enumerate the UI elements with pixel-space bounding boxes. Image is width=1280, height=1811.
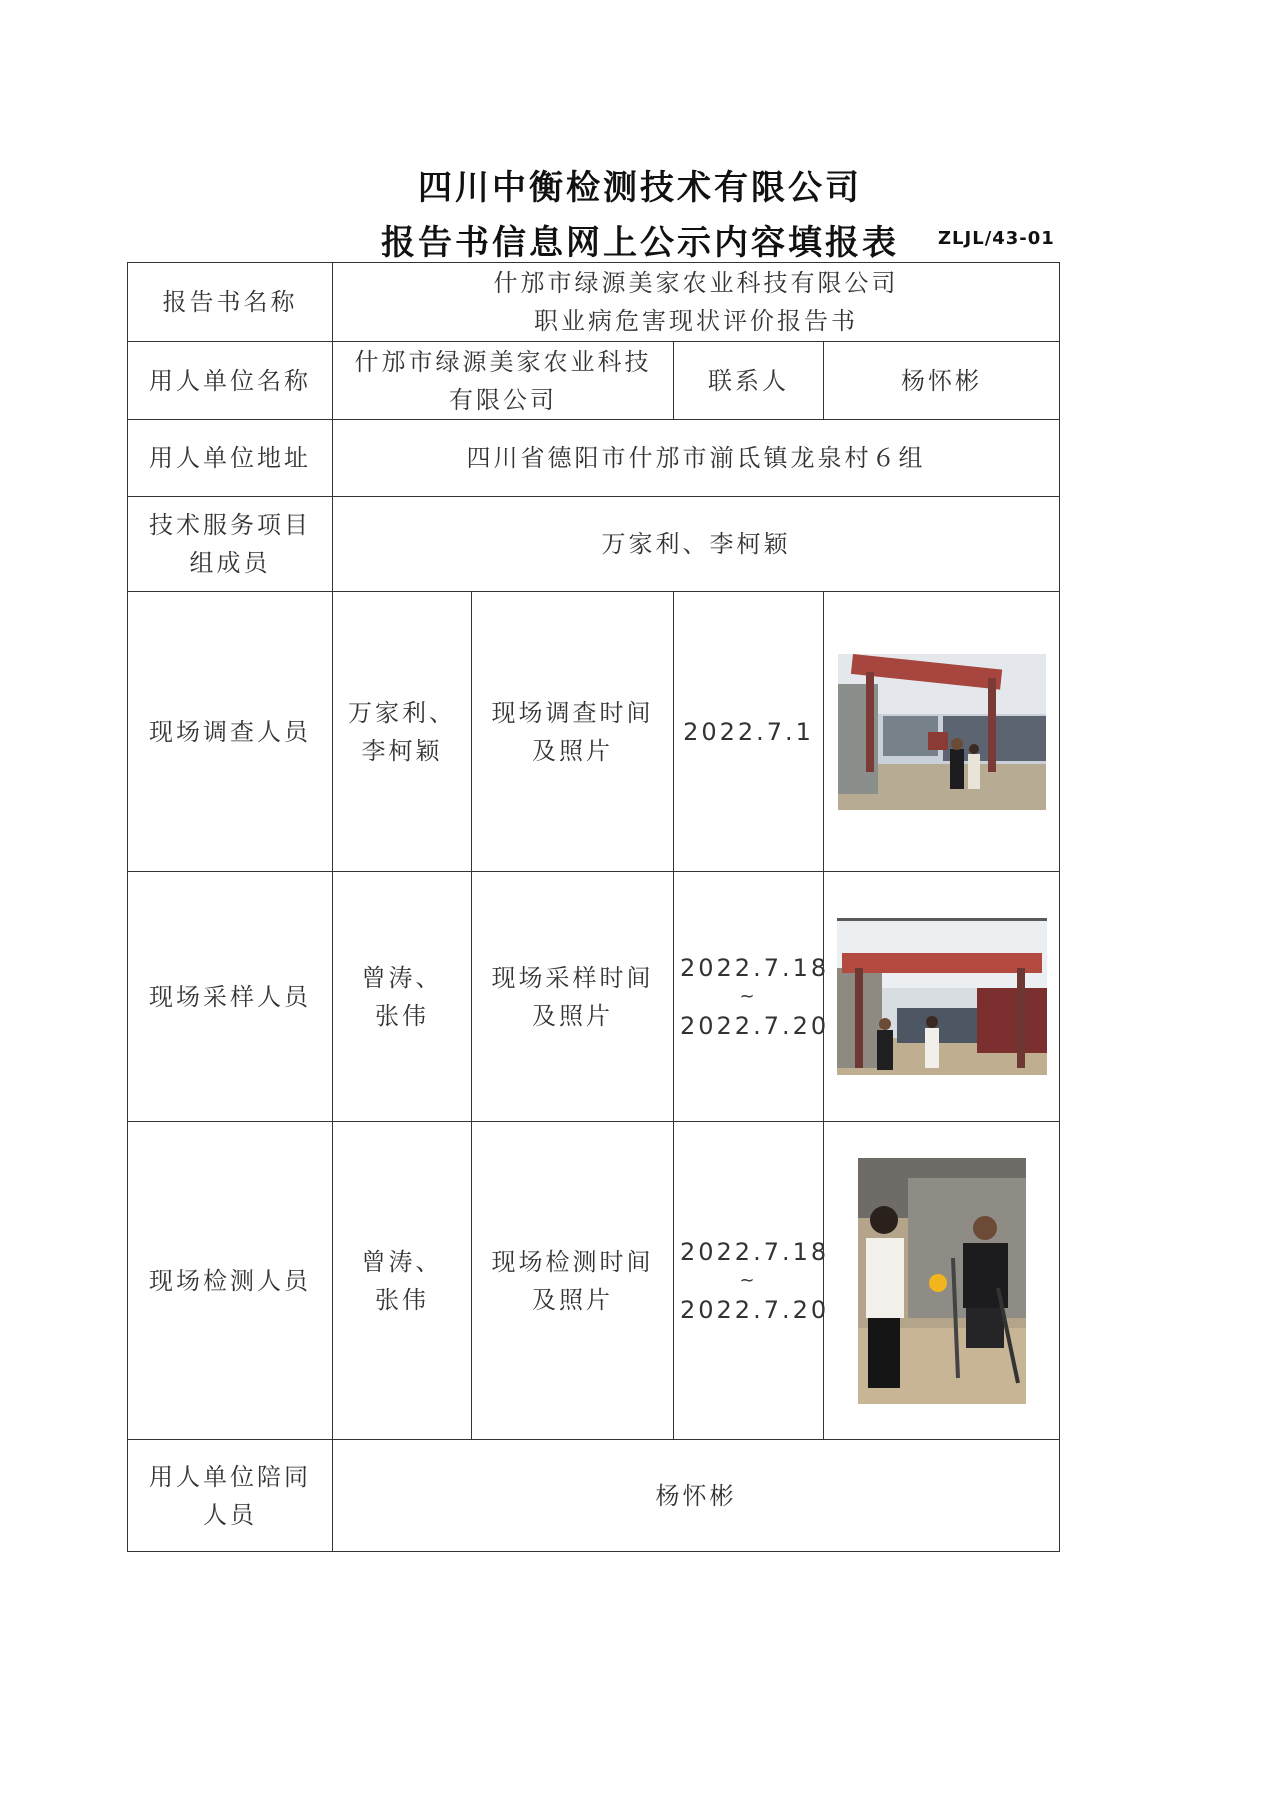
survey-date: 2022.7.1 [674,592,824,872]
sampling-label: 现场采样人员 [128,872,333,1122]
team-label-line2: 组成员 [189,549,271,577]
testing-date-sep: ~ [739,1269,758,1291]
company-title: 四川中衡检测技术有限公司 [418,168,862,208]
report-name-line1: 什邡市绿源美家农业科技有限公司 [493,269,899,297]
form-title: 报告书信息网上公示内容填报表 [381,223,899,263]
sampling-time-label-line2: 及照片 [532,1001,613,1030]
testing-time-label-line2: 及照片 [532,1285,613,1314]
survey-people [333,592,472,872]
sampling-people-line1: 曾涛、 [361,963,443,992]
escort-value: 杨怀彬 [333,1440,1060,1552]
escort-label-line2: 人员 [203,1500,257,1529]
testing-people-line2: 张伟 [375,1285,429,1314]
testing-label: 现场检测人员 [128,1122,333,1440]
report-name-line2: 职业病危害现状评价报告书 [534,307,858,335]
testing-people-line1: 曾涛、 [361,1247,443,1276]
row-escort [128,1440,1060,1552]
testing-photo [858,1158,1026,1404]
survey-label: 现场调查人员 [128,592,333,872]
team-label [128,497,333,592]
survey-time-label-line2: 及照片 [532,736,613,765]
sampling-photo [837,918,1047,1075]
sampling-photo-cell [824,872,1060,1122]
row-survey [128,592,1060,872]
escort-label [128,1440,333,1552]
employer-label: 用人单位名称 [128,342,333,420]
testing-people [333,1122,472,1440]
survey-time-label [472,592,674,872]
sampling-people [333,872,472,1122]
testing-date [674,1122,830,1440]
survey-photo [838,654,1046,810]
employer-value [333,342,674,420]
contact-label: 联系人 [674,342,824,420]
survey-time-label-line1: 现场调查时间 [491,698,654,727]
row-report-name [128,263,1060,342]
escort-label-line1: 用人单位陪同 [149,1462,311,1491]
testing-date-end: 2022.7.20 [680,1295,830,1324]
contact-value: 杨怀彬 [824,342,1060,420]
employer-name-line1: 什邡市绿源美家农业科技 [354,347,652,376]
sampling-date-end: 2022.7.20 [680,1011,830,1040]
employer-name-line2: 有限公司 [449,385,557,414]
testing-photo-cell [824,1122,1060,1440]
survey-people-line1: 万家利、 [348,698,456,727]
address-value: 四川省德阳市什邡市湔氐镇龙泉村６组 [333,420,1060,497]
sampling-date [674,872,830,1122]
row-address [128,420,1060,497]
row-sampling [128,872,1060,1122]
sampling-time-label [472,872,674,1122]
sampling-time-label-line1: 现场采样时间 [491,963,654,992]
sampling-date-start: 2022.7.18 [680,953,830,982]
sampling-date-sep: ~ [739,985,758,1007]
row-team [128,497,1060,592]
survey-photo-cell [824,592,1060,872]
survey-people-line2: 李柯颖 [361,736,443,765]
team-label-line1: 技术服务项目 [149,511,311,539]
info-table [127,262,1060,1552]
sampling-people-line2: 张伟 [375,1001,429,1030]
testing-time-label [472,1122,674,1440]
address-label: 用人单位地址 [128,420,333,497]
testing-time-label-line1: 现场检测时间 [491,1247,654,1276]
testing-date-start: 2022.7.18 [680,1237,830,1266]
row-testing [128,1122,1060,1440]
report-name-label: 报告书名称 [128,263,333,342]
form-code: ZLJL/43-01 [938,228,1055,249]
report-name-value [333,263,1060,342]
team-value: 万家利、李柯颖 [333,497,1060,592]
row-employer [128,342,1060,420]
